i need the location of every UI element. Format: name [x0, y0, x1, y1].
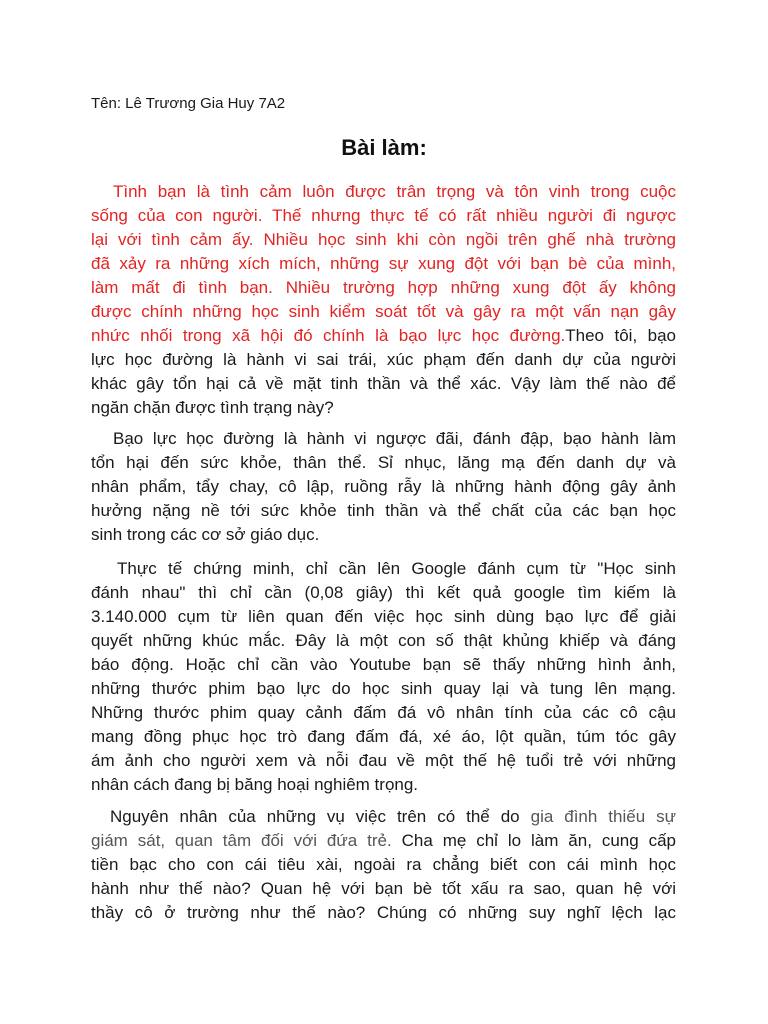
- paragraph-line: lại với tình cảm ấy. Nhiều học sinh khi còn ngồi trên ghế nhà trường: [91, 230, 676, 249]
- paragraph-line: sinh trong các cơ sở giáo dục.: [91, 525, 320, 544]
- paragraph-line: làm mất đi tình bạn. Nhiều trường hợp những xung đột ấy không: [91, 278, 676, 297]
- highlighted-text: nhức nhối trong xã hội đó chính là bạo lực học đường.: [91, 326, 566, 345]
- paragraph-line: ngăn chặn được tình trạng này?: [91, 398, 334, 417]
- paragraph-line: ám ảnh cho người xem và nỗi đau về một thế hệ tuổi trẻ với những: [91, 751, 676, 770]
- paragraph-line: sống của con người. Thế nhưng thực tế có rất nhiều người đi ngược: [91, 206, 676, 225]
- paragraph-line: báo động. Hoặc chỉ cần vào Youtube bạn sẽ thấy những hình ảnh,: [91, 655, 676, 674]
- paragraph-line: hành như thế nào? Quan hệ với bạn bè tốt xấu ra sao, quan hệ với: [91, 879, 676, 898]
- paragraph-line: Bạo lực học đường là hành vi ngược đãi, đánh đập, bạo hành làm: [113, 429, 676, 448]
- paragraph-line: lực học đường là hành vi sai trái, xúc phạm đến danh dự của người: [91, 350, 676, 369]
- paragraph-line: khác gây tổn hại cả về mặt tinh thần và thể xác. Vậy làm thế nào để: [91, 374, 676, 393]
- paragraph-line: 3.140.000 cụm từ liên quan đến việc học sinh dùng bạo lực để giải: [91, 607, 676, 626]
- paragraph-line: nhân phẩm, tẩy chay, cô lập, ruồng rẫy là những hành động gây ảnh: [91, 477, 676, 496]
- page-title: Bài làm:: [341, 135, 427, 160]
- paragraph-line: Những thước phim quay cảnh đấm đá vô nhân tính của các cô cậu: [91, 703, 676, 722]
- plain-text: Theo tôi, bạo: [565, 326, 676, 345]
- paragraph-line: mang đồng phục học trò đang đấm đá, xé áo, lột quần, túm tóc gây: [91, 727, 676, 746]
- paragraph-line: Thực tế chứng minh, chỉ cần lên Google đánh cụm từ "Học sinh: [117, 559, 676, 578]
- paragraph-line: đã xảy ra những xích mích, những sự xung đột với bạn bè của mình,: [91, 254, 676, 273]
- paragraph-line: thầy cô ở trường như thế nào? Chúng có những suy nghĩ lệch lạc: [91, 903, 676, 922]
- paragraph-line: được chính những học sinh kiểm soát tốt và gây ra một vấn nạn gây: [91, 302, 676, 321]
- author-line: Tên: Lê Trương Gia Huy 7A2: [91, 95, 286, 112]
- soft-text: giám sát, quan tâm đối với đứa trẻ.: [91, 831, 392, 850]
- paragraph-line: đánh nhau" thì chỉ cần (0,08 giây) thì kết quả google tìm kiếm là: [91, 583, 676, 602]
- plain-text: Cha mẹ chỉ lo làm ăn, cung cấp: [401, 831, 676, 850]
- paragraph-line: quyết những khúc mắc. Đây là một con số thật khủng khiếp và đáng: [91, 631, 676, 650]
- paragraph-line-mixed: [91, 324, 676, 348]
- paragraph-line: tiền bạc cho con cái tiêu xài, ngoài ra chẳng biết con cái mình học: [91, 855, 676, 874]
- paragraph-line: những thước phim bạo lực do học sinh quay lại và tung lên mạng.: [91, 679, 676, 698]
- plain-text: Nguyên nhân của những vụ việc trên có thể do: [110, 807, 520, 826]
- paragraph-line: nhân cách đang bị băng hoại nghiêm trọng.: [91, 775, 419, 794]
- paragraph-line: Tình bạn là tình cảm luôn được trân trọng và tôn vinh trong cuộc: [113, 182, 676, 201]
- soft-text: gia đình thiếu sự: [530, 807, 677, 826]
- paragraph-line-mixed: [110, 805, 676, 829]
- paragraph-line: hưởng nặng nề tới sức khỏe tinh thần và thể chất của các bạn học: [91, 501, 676, 520]
- paragraph-line-mixed: [91, 829, 676, 853]
- paragraph-line: tổn hại đến sức khỏe, thân thể. Sỉ nhục, lăng mạ đến danh dự và: [91, 453, 676, 472]
